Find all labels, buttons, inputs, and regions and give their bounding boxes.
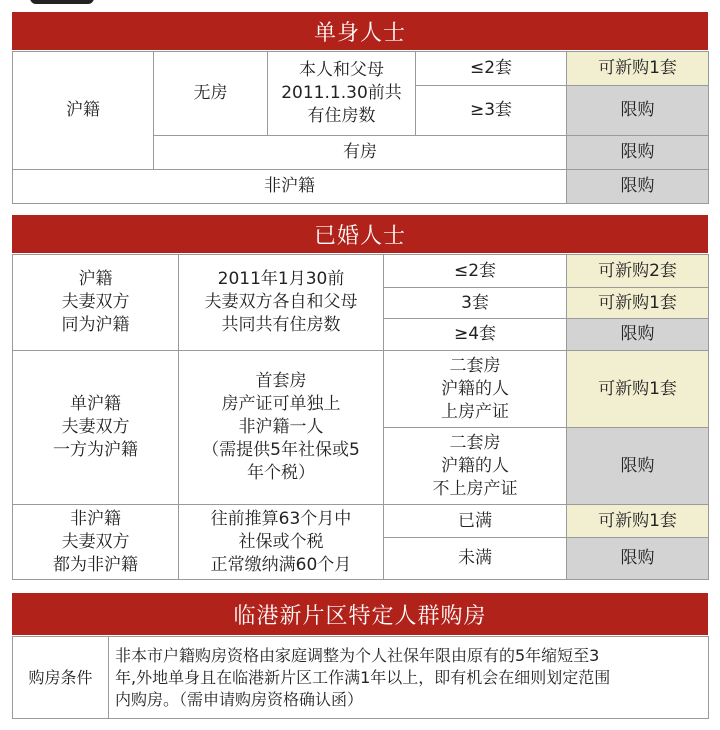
label-line: 都为非沪籍	[53, 554, 138, 575]
criteria-line: 有住房数	[307, 106, 376, 126]
cond-ge3: ≥3套	[416, 86, 567, 136]
desc-line: 非本市户籍购房资格由家庭调整为个人社保年限由原有的5年缩短至3	[115, 645, 600, 665]
lingang-section-title: 临港新片区特定人群购房	[12, 593, 708, 635]
desc-line: 年,外地单身且在临港新片区工作满1年以上，即有机会在细则划定范围	[115, 667, 611, 687]
married-group-label	[13, 255, 179, 351]
label-line: 沪籍	[78, 269, 113, 289]
married-table	[12, 254, 709, 580]
result-cell: 可新购1套	[567, 505, 709, 538]
result-cell: 限购	[567, 136, 709, 170]
label-line: 单沪籍	[70, 394, 121, 414]
result-cell: 限购	[567, 319, 709, 351]
criteria-line: 首套房	[255, 371, 307, 391]
have-house-label: 有房	[154, 136, 567, 170]
result-cell: 限购	[567, 170, 709, 204]
married-group-label	[13, 351, 179, 505]
cond-cell: ≤2套	[384, 255, 567, 288]
criteria-line: 夫妻双方各自和父母	[204, 292, 358, 312]
label-line: 同为沪籍	[61, 315, 130, 335]
cond-line: 上房产证	[441, 401, 509, 422]
married-section-title: 已婚人士	[12, 215, 708, 253]
logo-icon	[30, 0, 94, 4]
cond-cell: 已满	[384, 505, 567, 538]
cond-cell	[384, 351, 567, 428]
criteria-line: 2011.1.30前共	[281, 83, 402, 103]
label-line: 夫妻双方	[61, 292, 130, 312]
married-group-label	[13, 505, 179, 580]
married-criteria	[179, 505, 384, 580]
no-house-label: 无房	[154, 52, 268, 136]
lingang-description	[109, 637, 709, 719]
lingang-table	[12, 636, 709, 719]
cond-cell	[384, 428, 567, 505]
married-criteria	[179, 255, 384, 351]
result-cell: 可新购1套	[567, 351, 709, 428]
criteria-line: 社保或个税	[238, 531, 324, 552]
result-cell: 可新购2套	[567, 255, 709, 288]
cond-line: 二套房	[449, 432, 501, 453]
desc-line: 内购房。（需申请购房资格确认函）	[115, 689, 364, 709]
criteria-line: 往前推算63个月中	[210, 508, 352, 529]
married-criteria	[179, 351, 384, 505]
criteria-line: 共同共有住房数	[221, 315, 341, 335]
label-line: 非沪籍	[70, 508, 121, 529]
label-line: 夫妻双方	[61, 531, 130, 552]
criteria-line: 正常缴纳满60个月	[210, 554, 352, 575]
cond-cell: 未满	[384, 538, 567, 580]
cond-le2: ≤2套	[416, 52, 567, 86]
cond-cell: 3套	[384, 288, 567, 319]
criteria-line: 年个税）	[247, 463, 315, 483]
cond-line: 沪籍的人	[441, 378, 509, 399]
label-line: 一方为沪籍	[53, 440, 138, 460]
hu-label: 沪籍	[13, 52, 154, 170]
criteria-line: 2011年1月30前	[217, 269, 345, 289]
single-table	[12, 51, 709, 204]
non-hu-label: 非沪籍	[13, 170, 567, 204]
label-line: 夫妻双方	[61, 417, 130, 437]
criteria-line: 本人和父母	[299, 60, 384, 80]
result-cell: 限购	[567, 86, 709, 136]
cond-line: 不上房产证	[432, 478, 518, 499]
result-cell: 限购	[567, 428, 709, 505]
cond-line: 二套房	[449, 355, 501, 376]
criteria-line: 非沪籍一人	[238, 417, 324, 437]
result-cell: 可新购1套	[567, 288, 709, 319]
criteria-line: （需提供5年社保或5	[202, 440, 360, 460]
result-cell: 限购	[567, 538, 709, 580]
lingang-label: 购房条件	[13, 637, 109, 719]
result-cell: 可新购1套	[567, 52, 709, 86]
criteria-cell	[268, 52, 416, 136]
cond-cell: ≥4套	[384, 319, 567, 351]
criteria-line: 房产证可单独上	[221, 394, 341, 414]
cond-line: 沪籍的人	[441, 455, 509, 476]
single-section-title: 单身人士	[12, 12, 708, 50]
